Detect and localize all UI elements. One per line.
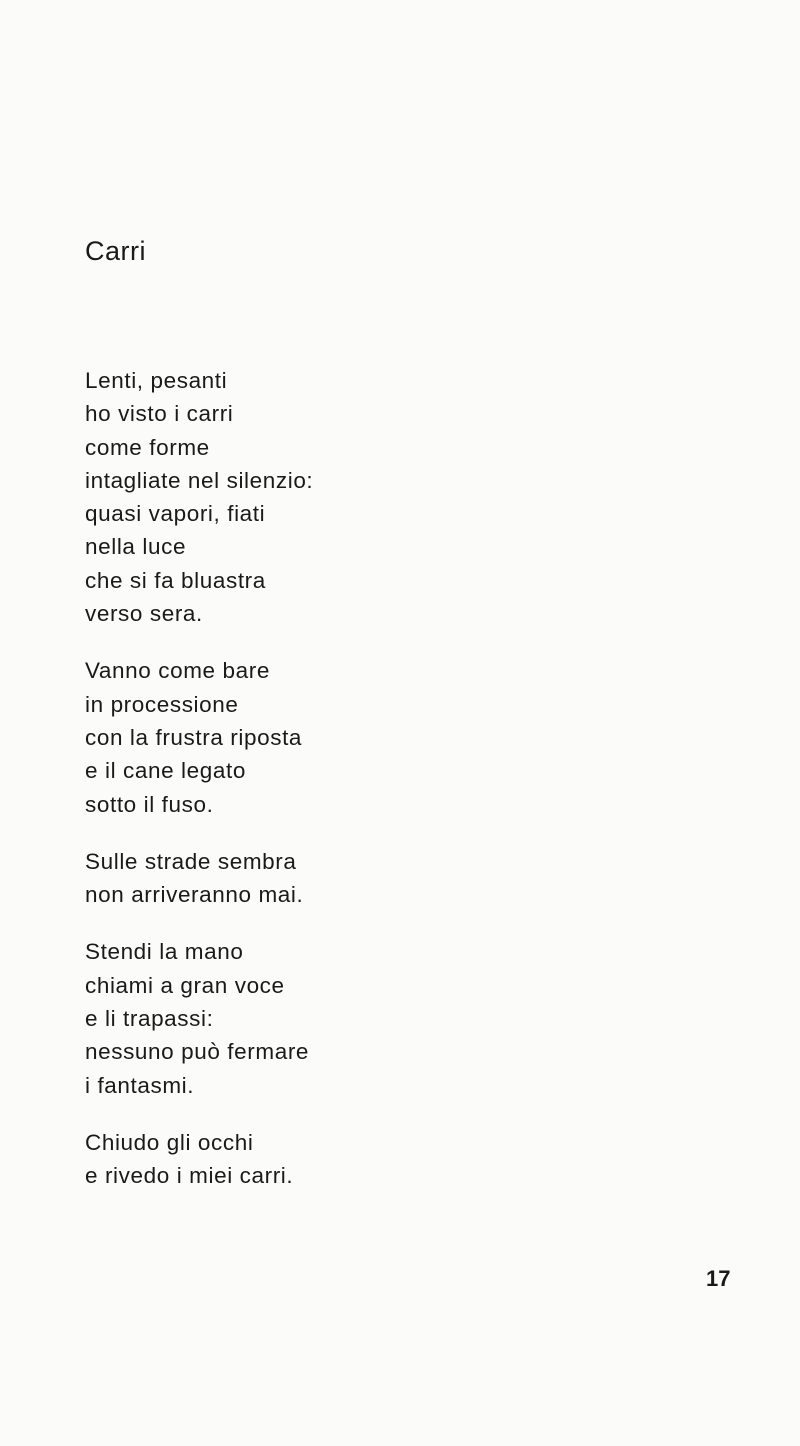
poem-line: con la frustra riposta bbox=[85, 724, 303, 750]
page-number: 17 bbox=[706, 1266, 731, 1291]
poem-line: Vanno come bare bbox=[85, 658, 270, 684]
poem-line: in processione bbox=[85, 691, 239, 717]
poem-line: ho visto i carri bbox=[85, 401, 234, 427]
poem-line: nella luce bbox=[85, 534, 187, 560]
stanza-5 bbox=[85, 1126, 313, 1193]
poem-line: che si fa bluastra bbox=[85, 567, 266, 593]
poem-line: Chiudo gli occhi bbox=[85, 1129, 254, 1155]
stanza-3 bbox=[85, 845, 313, 912]
poem-line: e il cane legato bbox=[85, 758, 246, 784]
poem-line: non arriveranno mai. bbox=[85, 882, 304, 908]
poem-line: quasi vapori, fiati bbox=[85, 501, 266, 527]
poem-line: Lenti, pesanti bbox=[85, 368, 228, 393]
poem-line: e li trapassi: bbox=[85, 1006, 214, 1032]
poem-line: i fantasmi. bbox=[85, 1072, 195, 1098]
poem-line: e rivedo i miei carri. bbox=[85, 1163, 294, 1189]
poem-line: verso sera. bbox=[85, 601, 203, 627]
poem-line: intagliate nel silenzio: bbox=[85, 467, 314, 493]
stanza-2 bbox=[85, 654, 313, 820]
stanza-4 bbox=[85, 935, 313, 1101]
poem-body bbox=[85, 364, 313, 1193]
poem-line: chiami a gran voce bbox=[85, 972, 285, 998]
poem-title: Carri bbox=[85, 236, 146, 266]
poem-line: Sulle strade sembra bbox=[85, 848, 297, 874]
stanza-1 bbox=[85, 364, 313, 630]
poem-line: nessuno può fermare bbox=[85, 1039, 310, 1065]
poem-line: Stendi la mano bbox=[85, 939, 244, 965]
poem-line: sotto il fuso. bbox=[85, 791, 214, 817]
poem-line: come forme bbox=[85, 434, 210, 460]
